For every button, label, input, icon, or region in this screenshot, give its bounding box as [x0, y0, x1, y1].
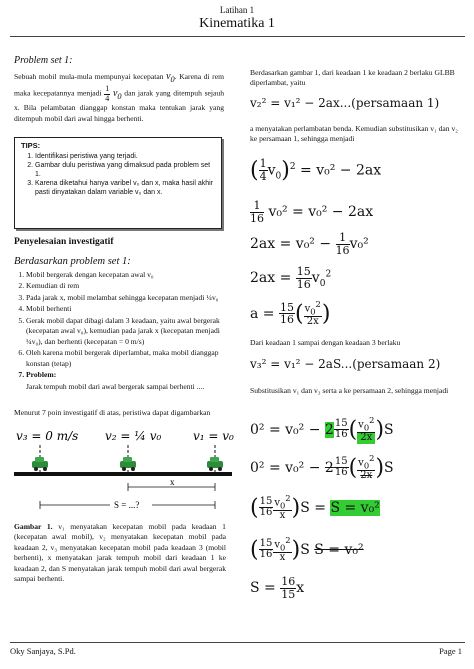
- s-label: S = ...?: [114, 500, 140, 510]
- step-item: 2. Kemudian di rem: [26, 281, 226, 291]
- road: [14, 472, 232, 476]
- eq12-lhs: S =: [250, 580, 276, 597]
- footer-rule: [10, 642, 465, 643]
- eq2-rhs: = v₀² − 2ax: [300, 162, 382, 179]
- step-item: 5. Gerak mobil dapat dibagi dalam 3 keadaan, yaitu awal bergerak (kecepatan awal v₀), kemudian pada jarak x (kecepatan menjadi ¼v₀), dan berhenti (kecepatan = 0 m/s): [26, 316, 226, 347]
- tip-item: 2. Gambar dulu peristiwa yang dimaksud pada problem set 1.: [35, 161, 215, 179]
- eq10-rhs: S = v₀²: [330, 499, 380, 516]
- problem-text: Sebuah mobil mula-mula mempunyai kecepatan $v_0$. Karena di rem maka kecepatannya menjadi $\frac{1}{4}$ $v_0$ dan jarak yang ditempuh sejauh x. Bila pelambatan dianggap konstan maka tentukan jarak yang ditempuh mobil dari awal hingga berhenti.: [14, 71, 224, 123]
- car-icon: [32, 457, 48, 471]
- eq6-lhs: a =: [250, 305, 275, 322]
- motion-diagram: [10, 425, 235, 515]
- v1-label: v₁ = v₀: [193, 429, 234, 443]
- eq8-lhs: 0² = v₀² −: [250, 421, 321, 438]
- mid-note: Dari keadaan 1 sampai dengan keadaan 3 berlaku: [250, 338, 401, 347]
- section-heading: Penyelesaian investigatif: [14, 237, 114, 247]
- eq3-rhs: v₀² = v₀² − 2ax: [268, 204, 374, 221]
- frac-num: 1: [105, 84, 110, 94]
- equation-2: ( $\frac{1}{4}$ $v_0)^2 = v_0^2 - 2ax$: [250, 157, 382, 183]
- v0-symbol: v: [166, 71, 171, 82]
- eq12-x: x: [296, 580, 305, 597]
- frac-den: 4: [105, 93, 110, 103]
- substitution-note: Substitusikan v₁ dan v₃ serta a ke persamaan 2, sehingga menjadi: [250, 386, 449, 395]
- footer-page-number: Page 1: [439, 646, 462, 656]
- document-title: Kinematika 1: [199, 16, 275, 31]
- problem-question: Jarak tempuh mobil dari awal bergerak sampai berhenti ....: [26, 381, 205, 391]
- eq5-lhs: 2ax =: [250, 270, 292, 287]
- equation-8: 0² = v₀² − 2 $\frac{15}{16}$ ( $\frac{v_0^2}{2x}$ )S: [250, 415, 394, 444]
- footer-author: Oky Sanjaya, S.Pd.: [10, 646, 76, 656]
- eq11-rhs: S = v₀²: [314, 541, 364, 558]
- equation-3: $\frac{1}{16}$ v₀² = v₀² − 2ax: [250, 199, 374, 225]
- step-item: 3. Pada jarak x, mobil melambat sehingga kecepatan menjadi ¼v₀: [26, 293, 226, 303]
- tip-item: 3. Karena diketahui hanya varibel v₀ dan x, maka hasil akhir pasti dinyatakan dalam variable v₀ dan x.: [35, 179, 215, 197]
- problem-text-c: dan jarak yang ditempuh sejauh x. Bila pelambatan dianggap konstan maka tentukan jarak yang ditempuh mobil dari awal hingga berhenti.: [14, 89, 224, 123]
- v2-label: v₂ = ¼ v₀: [105, 429, 162, 443]
- document-subtitle: Latihan 1: [219, 5, 255, 15]
- quarter-fraction: [104, 85, 110, 103]
- right-intro: Berdasarkan gambar 1, dari keadaan 1 ke keadaan 2 berlaku GLBB diperlambat, yaitu: [250, 68, 455, 88]
- problem-text-b: . Karena di rem maka kecepatannya menjadi: [14, 72, 224, 99]
- v3-label: v₃ = 0 m/s: [16, 429, 79, 443]
- x-label: x: [170, 477, 175, 487]
- header-rule: [10, 36, 465, 37]
- caption-text: v₁ menyatakan kecepatan mobil pada keadaan 1 (kecepatan awal mobil), v₂ menyatakan kecepatan mobil pada keadaan 2, v₃ menyatakan kecepatan mobil pada keadaan 3 (mobil berhenti), x menyatakan jarak tempuh mobil dari keadaan 1 ke keadaan 2, dan S menyatakan jarak tempuh mobil dari awal bergerak sampai berhenti.: [14, 522, 226, 584]
- step-item: 6. Oleh karena mobil bergerak diperlambat, maka mobil dianggap konstan (tetap): [26, 348, 226, 369]
- equation-5: 2ax = $\frac{15}{16}$ $v_0^2$: [250, 265, 332, 291]
- figure-caption: [14, 522, 226, 585]
- steps-list: [14, 270, 226, 392]
- tips-box: [14, 137, 222, 229]
- step-item: 1. Mobil bergerak dengan kecepatan awal v₀: [26, 270, 226, 280]
- sub-heading: Berdasarkan problem set 1:: [14, 256, 131, 267]
- equation-6: a = $\frac{15}{16}$ ( $\frac{v_0^2}{2x}$ ): [250, 299, 331, 328]
- eq9-lhs: 0² = v₀² −: [250, 459, 321, 476]
- problem-text-a: Sebuah mobil mula-mula mempunyai kecepatan: [14, 72, 164, 81]
- car-icon: [120, 457, 136, 471]
- summary-text: Menurut 7 poin investigatif di atas, peristiwa dapat digambarkan: [14, 408, 211, 417]
- tips-title: TIPS:: [21, 141, 41, 150]
- tip-item: 1. Identifikasi peristiwa yang terjadi.: [35, 152, 215, 161]
- a-note: a menyatakan perlambatan benda. Kemudian substitusikan v₁ dan v₂ ke persamaan 1, sehingga menjadi: [250, 124, 458, 144]
- equation-12: S = $\frac{16}{15}$ x: [250, 575, 305, 601]
- problem-heading: Problem set 1:: [14, 55, 73, 66]
- eq4-v: v₀²: [349, 236, 369, 253]
- equation-10: ( $\frac{15}{16}$ $\frac{v_0^2}{x}$ )S = S = v₀²: [250, 493, 380, 522]
- step-item: 4. Mobil berhenti: [26, 304, 226, 314]
- equation-7: v₃² = v₁² − 2aS...(persamaan 2): [250, 357, 441, 371]
- equation-4: 2ax = v₀² − $\frac{1}{16}$ v₀²: [250, 231, 369, 257]
- equation-1: v₂² = v₁² − 2ax...(persamaan 1): [250, 96, 440, 110]
- equation-11: ( $\frac{15}{16}$ $\frac{v_0^2}{x}$ )S S = v₀²: [250, 535, 364, 564]
- car-icon: [207, 457, 223, 471]
- eq4-lhs: 2ax = v₀² −: [250, 236, 332, 253]
- equation-9: 0² = v₀² − 2 $\frac{15}{16}$ ( $\frac{v_0^2}{2x}$ )S: [250, 453, 394, 482]
- caption-label: Gambar 1.: [14, 522, 53, 531]
- step-item: 7. Problem:: [26, 370, 226, 380]
